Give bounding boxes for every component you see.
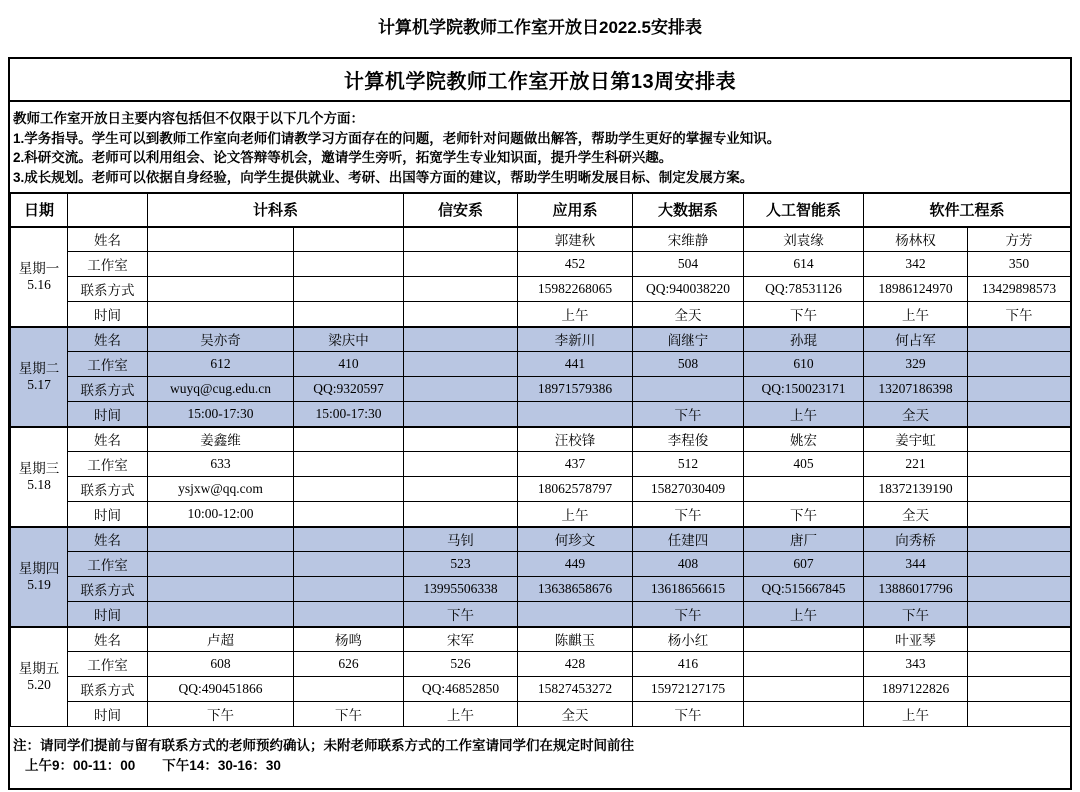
header-date-label: 日期 — [11, 194, 68, 227]
table-row — [11, 527, 1071, 552]
day-date: 5.16 — [27, 276, 51, 292]
header-dept: 软件工程系 — [864, 194, 1071, 227]
schedule-cell: QQ:46852850 — [404, 677, 518, 702]
schedule-cell — [744, 677, 864, 702]
schedule-cell: 410 — [294, 352, 404, 377]
schedule-cell: 下午 — [633, 702, 744, 727]
row-label: 联系方式 — [68, 277, 148, 302]
schedule-cell — [148, 277, 294, 302]
schedule-cell — [968, 677, 1071, 702]
schedule-cell — [968, 652, 1071, 677]
schedule-cell — [744, 627, 864, 652]
page-title: 计算机学院教师工作室开放日2022.5安排表 — [378, 18, 702, 37]
schedule-cell — [294, 577, 404, 602]
schedule-cell: 626 — [294, 652, 404, 677]
row-label: 姓名 — [68, 427, 148, 452]
row-label: 时间 — [68, 502, 148, 527]
schedule-cell: 633 — [148, 452, 294, 477]
schedule-cell: 13995506338 — [404, 577, 518, 602]
schedule-cell — [744, 652, 864, 677]
row-label: 工作室 — [68, 452, 148, 477]
row-label: 时间 — [68, 702, 148, 727]
day-cell — [11, 427, 68, 527]
schedule-cell — [404, 277, 518, 302]
schedule-cell: 13207186398 — [864, 377, 968, 402]
row-label: 联系方式 — [68, 377, 148, 402]
schedule-cell — [148, 602, 294, 627]
schedule-cell — [294, 252, 404, 277]
schedule-cell — [148, 227, 294, 252]
schedule-cell: 孙琨 — [744, 327, 864, 352]
schedule-cell — [518, 602, 633, 627]
schedule-cell: QQ:9320597 — [294, 377, 404, 402]
schedule-cell: 全天 — [864, 402, 968, 427]
schedule-cell: 13638658676 — [518, 577, 633, 602]
schedule-cell — [968, 352, 1071, 377]
schedule-cell: 上午 — [744, 602, 864, 627]
table-row — [11, 552, 1071, 577]
table-row — [11, 227, 1071, 252]
schedule-cell: 李新川 — [518, 327, 633, 352]
row-label: 姓名 — [68, 327, 148, 352]
row-label: 姓名 — [68, 527, 148, 552]
table-row — [11, 627, 1071, 652]
schedule-cell: QQ:515667845 — [744, 577, 864, 602]
schedule-cell: 610 — [744, 352, 864, 377]
schedule-cell: 叶亚琴 — [864, 627, 968, 652]
schedule-cell — [404, 352, 518, 377]
schedule-cell: 350 — [968, 252, 1071, 277]
row-label: 联系方式 — [68, 577, 148, 602]
table-row — [11, 702, 1071, 727]
schedule-cell: 1897122826 — [864, 677, 968, 702]
schedule-cell — [968, 502, 1071, 527]
schedule-cell: 608 — [148, 652, 294, 677]
schedule-cell: 宋军 — [404, 627, 518, 652]
table-row — [11, 477, 1071, 502]
schedule-cell: 13618656615 — [633, 577, 744, 602]
schedule-cell — [404, 252, 518, 277]
schedule-cell — [294, 477, 404, 502]
row-label: 姓名 — [68, 227, 148, 252]
schedule-table — [10, 193, 1071, 727]
schedule-cell: 姜鑫维 — [148, 427, 294, 452]
schedule-sheet — [8, 57, 1072, 790]
schedule-cell: QQ:490451866 — [148, 677, 294, 702]
schedule-cell: 221 — [864, 452, 968, 477]
schedule-cell: 10:00-12:00 — [148, 502, 294, 527]
schedule-cell: 吴亦奇 — [148, 327, 294, 352]
schedule-cell — [744, 702, 864, 727]
schedule-cell: 452 — [518, 252, 633, 277]
row-label: 工作室 — [68, 252, 148, 277]
schedule-cell: 449 — [518, 552, 633, 577]
schedule-cell: 下午 — [633, 502, 744, 527]
schedule-cell — [294, 527, 404, 552]
schedule-cell: 何占军 — [864, 327, 968, 352]
schedule-cell: 13886017796 — [864, 577, 968, 602]
schedule-cell: 全天 — [633, 302, 744, 327]
schedule-cell — [968, 552, 1071, 577]
schedule-cell — [148, 577, 294, 602]
table-row — [11, 652, 1071, 677]
day-cell — [11, 627, 68, 727]
table-row — [11, 452, 1071, 477]
header-dept: 应用系 — [518, 194, 633, 227]
schedule-cell: 何珍文 — [518, 527, 633, 552]
schedule-cell: 刘袁缘 — [744, 227, 864, 252]
schedule-cell — [968, 702, 1071, 727]
intro-line: 教师工作室开放日主要内容包括但不仅限于以下几个方面： — [13, 111, 364, 126]
schedule-cell: 18062578797 — [518, 477, 633, 502]
schedule-cell: 612 — [148, 352, 294, 377]
schedule-cell: 杨林权 — [864, 227, 968, 252]
table-row — [11, 352, 1071, 377]
schedule-cell — [744, 477, 864, 502]
row-label: 联系方式 — [68, 477, 148, 502]
schedule-cell: QQ:150023171 — [744, 377, 864, 402]
schedule-cell: 杨小红 — [633, 627, 744, 652]
schedule-cell: 18986124970 — [864, 277, 968, 302]
schedule-cell: 下午 — [633, 402, 744, 427]
schedule-cell — [404, 377, 518, 402]
schedule-cell: 428 — [518, 652, 633, 677]
note-text: 注：请同学们提前与留有联系方式的老师预约确认；未附老师联系方式的工作室请同学们在规定时间前往 — [13, 738, 634, 753]
schedule-cell: 向秀桥 — [864, 527, 968, 552]
schedule-cell: 马钊 — [404, 527, 518, 552]
day-name: 星期二 — [18, 360, 60, 376]
schedule-cell — [404, 452, 518, 477]
schedule-cell: 15:00-17:30 — [148, 402, 294, 427]
schedule-cell: 15:00-17:30 — [294, 402, 404, 427]
schedule-cell: 上午 — [864, 702, 968, 727]
schedule-cell — [968, 327, 1071, 352]
schedule-cell — [968, 452, 1071, 477]
day-name: 星期四 — [18, 560, 60, 576]
schedule-cell — [294, 552, 404, 577]
schedule-cell: 15827453272 — [518, 677, 633, 702]
schedule-cell: 下午 — [864, 602, 968, 627]
schedule-cell — [968, 402, 1071, 427]
schedule-cell: 唐厂 — [744, 527, 864, 552]
day-cell — [11, 327, 68, 427]
table-row — [11, 252, 1071, 277]
schedule-cell — [404, 327, 518, 352]
schedule-cell: 416 — [633, 652, 744, 677]
schedule-cell: 下午 — [744, 502, 864, 527]
schedule-cell: 上午 — [744, 402, 864, 427]
schedule-cell — [294, 452, 404, 477]
schedule-cell: 下午 — [744, 302, 864, 327]
intro-line: 2.科研交流。老师可以利用组会、论文答辩等机会，邀请学生旁听，拓宽学生专业知识面，提升学生科研兴趣。 — [13, 150, 673, 165]
row-label: 联系方式 — [68, 677, 148, 702]
schedule-cell: QQ:78531126 — [744, 277, 864, 302]
schedule-cell — [148, 527, 294, 552]
schedule-cell — [294, 277, 404, 302]
intro-block — [10, 102, 1070, 193]
schedule-cell — [294, 677, 404, 702]
schedule-cell: 杨鸣 — [294, 627, 404, 652]
schedule-cell — [294, 302, 404, 327]
schedule-cell: 郭建秋 — [518, 227, 633, 252]
schedule-cell: 329 — [864, 352, 968, 377]
table-row — [11, 427, 1071, 452]
schedule-cell — [968, 602, 1071, 627]
row-label: 时间 — [68, 302, 148, 327]
day-date: 5.19 — [27, 576, 51, 592]
schedule-cell — [294, 502, 404, 527]
schedule-cell — [404, 477, 518, 502]
schedule-cell: 18971579386 — [518, 377, 633, 402]
schedule-cell: 上午 — [404, 702, 518, 727]
schedule-cell: 上午 — [518, 302, 633, 327]
schedule-cell: 上午 — [518, 502, 633, 527]
schedule-cell: 614 — [744, 252, 864, 277]
schedule-cell: 508 — [633, 352, 744, 377]
schedule-cell: 宋维静 — [633, 227, 744, 252]
schedule-cell: 下午 — [148, 702, 294, 727]
schedule-cell: 408 — [633, 552, 744, 577]
schedule-cell: 512 — [633, 452, 744, 477]
schedule-cell — [294, 602, 404, 627]
table-row — [11, 577, 1071, 602]
schedule-cell: 梁庆中 — [294, 327, 404, 352]
table-row — [11, 677, 1071, 702]
schedule-cell: 全天 — [864, 502, 968, 527]
row-label: 工作室 — [68, 552, 148, 577]
schedule-cell: 李程俊 — [633, 427, 744, 452]
table-row — [11, 602, 1071, 627]
schedule-cell — [968, 427, 1071, 452]
day-name: 星期一 — [18, 260, 60, 276]
row-label: 工作室 — [68, 352, 148, 377]
schedule-cell: 15982268065 — [518, 277, 633, 302]
schedule-cell: 342 — [864, 252, 968, 277]
schedule-cell: 汪校锋 — [518, 427, 633, 452]
day-cell — [11, 227, 68, 327]
row-label: 时间 — [68, 402, 148, 427]
row-label: 姓名 — [68, 627, 148, 652]
schedule-cell: 343 — [864, 652, 968, 677]
schedule-cell — [404, 502, 518, 527]
intro-line: 1.学务指导。学生可以到教师工作室向老师们请教学习方面存在的问题，老师针对问题做出解答，帮助学生更好的掌握专业知识。 — [13, 130, 781, 146]
row-label: 时间 — [68, 602, 148, 627]
schedule-cell: 姜宇虹 — [864, 427, 968, 452]
schedule-cell: 523 — [404, 552, 518, 577]
schedule-cell — [633, 377, 744, 402]
header-dept: 人工智能系 — [744, 194, 864, 227]
table-row — [11, 377, 1071, 402]
schedule-cell: 全天 — [518, 702, 633, 727]
schedule-cell: 15827030409 — [633, 477, 744, 502]
day-name: 星期五 — [18, 660, 60, 676]
schedule-cell: 15972127175 — [633, 677, 744, 702]
schedule-cell — [968, 527, 1071, 552]
footer-note — [10, 727, 1070, 776]
table-title: 计算机学院教师工作室开放日第13周安排表 — [10, 59, 1070, 102]
schedule-cell: 437 — [518, 452, 633, 477]
schedule-cell: 405 — [744, 452, 864, 477]
header-dept: 大数据系 — [633, 194, 744, 227]
schedule-cell: 卢超 — [148, 627, 294, 652]
schedule-cell: 441 — [518, 352, 633, 377]
schedule-cell — [404, 427, 518, 452]
schedule-cell: 504 — [633, 252, 744, 277]
schedule-cell: 陈麒玉 — [518, 627, 633, 652]
header-dept: 计科系 — [148, 194, 404, 227]
schedule-cell: 下午 — [404, 602, 518, 627]
schedule-cell — [294, 427, 404, 452]
schedule-cell: 下午 — [294, 702, 404, 727]
header-dept: 信安系 — [404, 194, 518, 227]
schedule-cell — [968, 577, 1071, 602]
header-row — [11, 194, 1071, 227]
schedule-cell: 任建四 — [633, 527, 744, 552]
schedule-cell: 上午 — [864, 302, 968, 327]
day-date: 5.20 — [27, 676, 51, 692]
schedule-cell — [404, 402, 518, 427]
schedule-cell: 526 — [404, 652, 518, 677]
schedule-cell — [968, 627, 1071, 652]
schedule-cell — [518, 402, 633, 427]
day-date: 5.18 — [27, 476, 51, 492]
schedule-cell: 13429898573 — [968, 277, 1071, 302]
day-name: 星期三 — [18, 460, 60, 476]
schedule-cell — [404, 227, 518, 252]
schedule-cell: 18372139190 — [864, 477, 968, 502]
schedule-cell — [968, 377, 1071, 402]
day-cell — [11, 527, 68, 627]
schedule-cell: ysjxw@qq.com — [148, 477, 294, 502]
schedule-cell: 阎继宁 — [633, 327, 744, 352]
table-row — [11, 277, 1071, 302]
schedule-cell: 下午 — [968, 302, 1071, 327]
schedule-cell: 607 — [744, 552, 864, 577]
schedule-cell — [148, 552, 294, 577]
day-date: 5.17 — [27, 376, 51, 392]
table-row — [11, 502, 1071, 527]
schedule-cell — [404, 302, 518, 327]
schedule-cell — [148, 302, 294, 327]
table-row — [11, 327, 1071, 352]
schedule-cell: 姚宏 — [744, 427, 864, 452]
schedule-cell — [148, 252, 294, 277]
intro-line: 3.成长规划。老师可以依据自身经验，向学生提供就业、考研、出国等方面的建议，帮助学生明晰发展目标、制定发展方案。 — [13, 169, 754, 185]
header-empty-cell — [68, 194, 148, 227]
row-label: 工作室 — [68, 652, 148, 677]
table-row — [11, 402, 1071, 427]
schedule-body — [11, 227, 1071, 727]
schedule-cell: 方芳 — [968, 227, 1071, 252]
schedule-cell — [294, 227, 404, 252]
schedule-cell: wuyq@cug.edu.cn — [148, 377, 294, 402]
note-hours: 上午9：00-11：00 下午14：30-16：30 — [25, 758, 281, 773]
schedule-cell: 344 — [864, 552, 968, 577]
table-row — [11, 302, 1071, 327]
schedule-cell: QQ:940038220 — [633, 277, 744, 302]
schedule-cell — [968, 477, 1071, 502]
schedule-cell: 下午 — [633, 602, 744, 627]
